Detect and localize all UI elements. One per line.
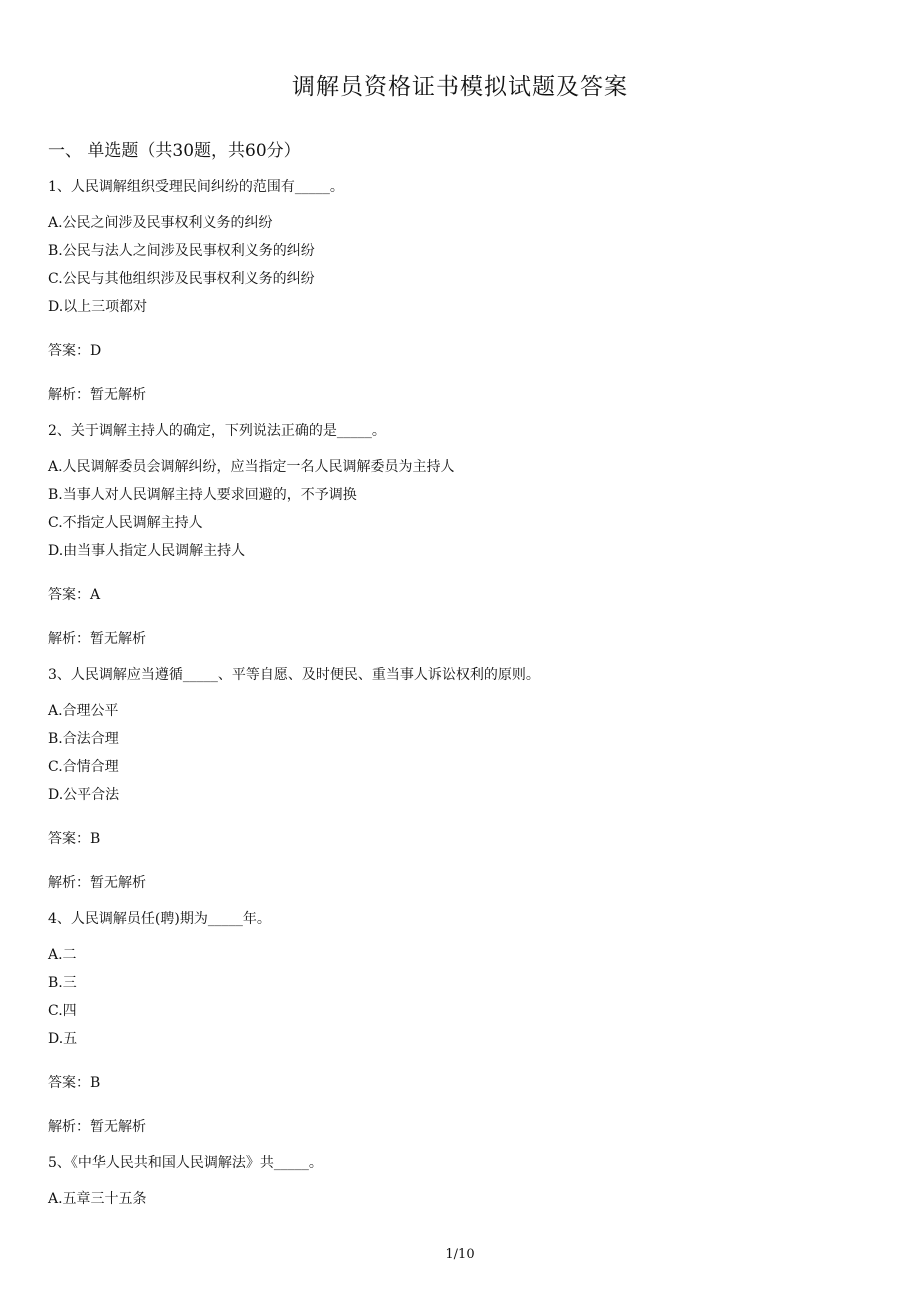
analysis-text: 解析：暂无解析 (48, 387, 146, 403)
question-stem: 1、人民调解组织受理民间纠纷的范围有_____。 (48, 179, 344, 195)
question-4 (48, 909, 868, 1137)
option-c: C.公民与其他组织涉及民事权利义务的纠纷 (48, 271, 315, 287)
option-d: D.五 (48, 1031, 78, 1047)
analysis-text: 解析：暂无解析 (48, 1119, 146, 1135)
option-c: C.合情合理 (48, 759, 119, 775)
answer-text: 答案：D (48, 343, 102, 359)
question-stem: 2、关于调解主持人的确定，下列说法正确的是_____。 (48, 423, 386, 439)
question-stem: 4、人民调解员任(聘)期为_____年。 (48, 911, 271, 927)
option-d: D.由当事人指定人民调解主持人 (48, 543, 246, 559)
question-stem: 5、《中华人民共和国人民调解法》共_____。 (48, 1155, 323, 1171)
option-b: B.三 (48, 975, 77, 991)
option-b: B.当事人对人民调解主持人要求回避的，不予调换 (48, 487, 357, 503)
question-3 (48, 665, 868, 893)
option-a: A.合理公平 (48, 703, 119, 719)
section-heading: 一、 单选题（共30题，共60分） (48, 141, 301, 161)
question-stem: 3、人民调解应当遵循_____、平等自愿、及时便民、重当事人诉讼权利的原则。 (48, 667, 540, 683)
option-b: B.合法合理 (48, 731, 119, 747)
analysis-text: 解析：暂无解析 (48, 631, 146, 647)
page-number: 1/10 (445, 1247, 475, 1262)
option-a: A.公民之间涉及民事权利义务的纠纷 (48, 215, 273, 231)
option-a: A.五章三十五条 (48, 1191, 147, 1207)
option-d: D.公平合法 (48, 787, 120, 803)
option-c: C.不指定人民调解主持人 (48, 515, 203, 531)
question-2 (48, 421, 868, 649)
option-a: A.二 (48, 947, 77, 963)
option-d: D.以上三项都对 (48, 299, 148, 315)
question-1 (48, 177, 868, 405)
option-b: B.公民与法人之间涉及民事权利义务的纠纷 (48, 243, 315, 259)
answer-text: 答案：A (48, 587, 101, 603)
option-a: A.人民调解委员会调解纠纷，应当指定一名人民调解委员为主持人 (48, 459, 455, 475)
analysis-text: 解析：暂无解析 (48, 875, 146, 891)
answer-text: 答案：B (48, 831, 101, 847)
page-title: 调解员资格证书模拟试题及答案 (292, 74, 628, 100)
question-5 (48, 1153, 868, 1217)
answer-text: 答案：B (48, 1075, 101, 1091)
option-c: C.四 (48, 1003, 77, 1019)
